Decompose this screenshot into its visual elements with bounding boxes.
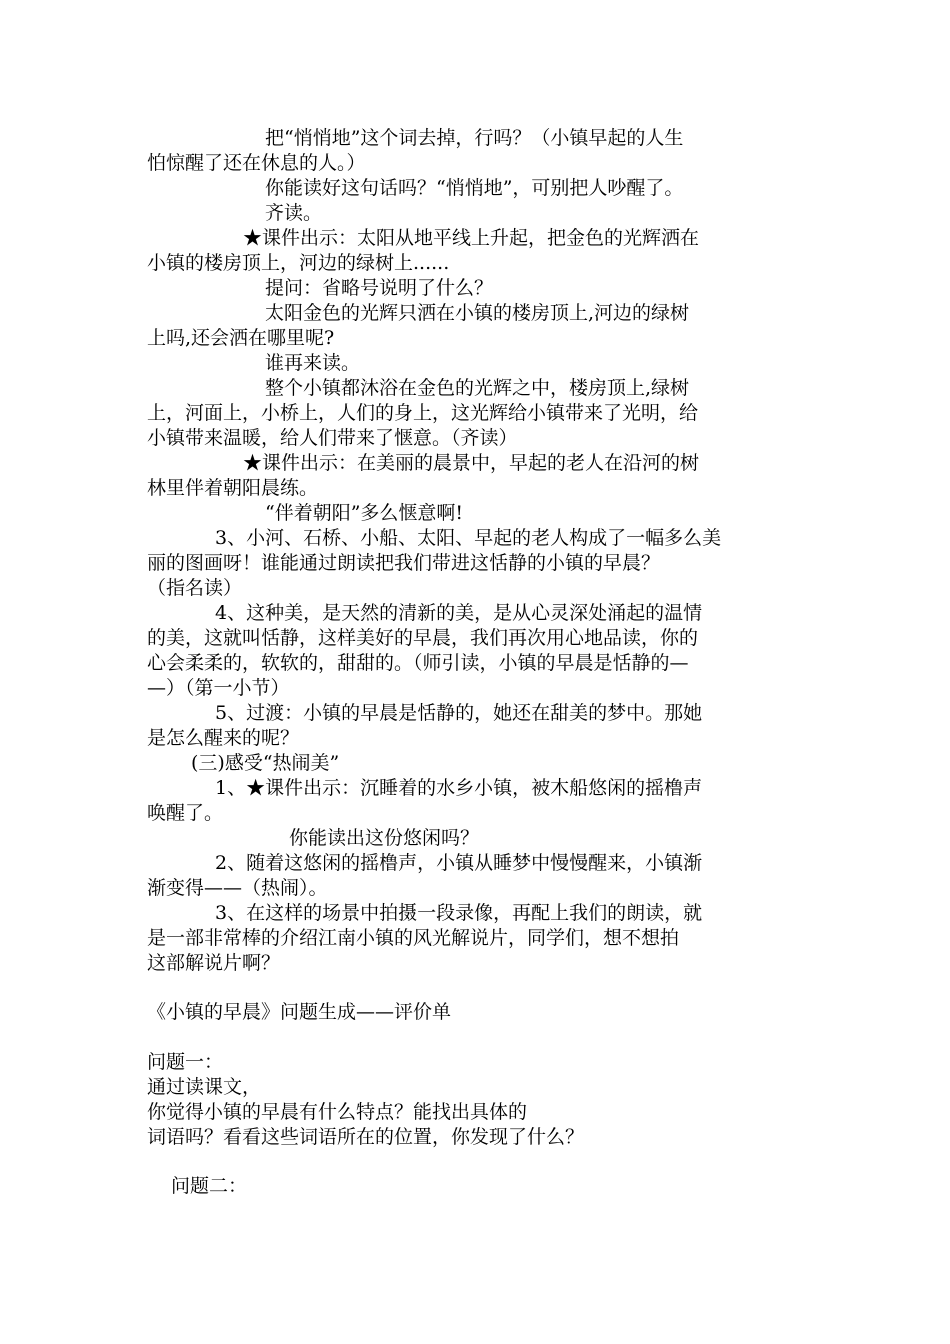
text-line: 你能读好这句话吗？“悄悄地”，可别把人吵醒了。	[265, 177, 684, 199]
text-line: 上吗,还会洒在哪里呢?	[147, 327, 335, 349]
text-line: 太阳金色的光辉只洒在小镇的楼房顶上,河边的绿树	[265, 302, 690, 324]
text-line: —）（第一小节）	[147, 677, 290, 699]
text-line: 词语吗？看看这些词语所在的位置，你发现了什么？	[147, 1126, 585, 1148]
text-line: 2、随着这悠闲的摇橹声，小镇从睡梦中慢慢醒来，小镇渐	[215, 852, 703, 874]
text-line: 丽的图画呀！谁能通过朗读把我们带进这恬静的小镇的早晨？	[147, 552, 661, 574]
text-line: 整个小镇都沐浴在金色的光辉之中，楼房顶上,绿树	[265, 377, 690, 399]
text-line: 提问：省略号说明了什么？	[265, 277, 494, 299]
text-line: 上，河面上，小桥上，人们的身上，这光辉给小镇带来了光明，给	[147, 402, 699, 424]
text-line: 这部解说片啊？	[147, 952, 281, 974]
text-line: 是一部非常棒的介绍江南小镇的风光解说片，同学们，想不想拍	[147, 927, 680, 949]
text-line: 小镇的楼房顶上，河边的绿树上......	[147, 252, 450, 274]
text-line: 4、这种美，是天然的清新的美，是从心灵深处涌起的温情	[215, 602, 703, 624]
text-line: 齐读。	[265, 202, 323, 224]
text-line: 通过读课文，	[147, 1076, 262, 1098]
text-line: 你觉得小镇的早晨有什么特点？能找出具体的	[147, 1101, 528, 1123]
text-line: 把“悄悄地”这个词去掉，行吗？（小镇早起的人生	[265, 127, 684, 149]
text-line: 谁再来读。	[265, 352, 361, 374]
text-line: 林里伴着朝阳晨练。	[147, 477, 319, 499]
text-line: 的美，这就叫恬静，这样美好的早晨，我们再次用心地品读，你的	[147, 627, 699, 649]
text-line: 你能读出这份悠闲吗？	[289, 827, 480, 849]
text-line: 小镇带来温暖，给人们带来了惬意。（齐读）	[147, 427, 518, 449]
question-one-label: 问题一：	[147, 1051, 224, 1073]
question-two-label: 问题二：	[171, 1175, 248, 1197]
text-line: ★课件出示：太阳从地平线上升起，把金色的光辉洒在	[243, 227, 700, 249]
text-line: 3、在这样的场景中拍摄一段录像，再配上我们的朗读，就	[215, 902, 703, 924]
text-line: 3、小河、石桥、小船、太阳、早起的老人构成了一幅多么美	[215, 527, 722, 549]
text-line: ★课件出示：在美丽的晨景中，早起的老人在沿河的树	[243, 452, 700, 474]
text-line: 怕惊醒了还在休息的人。）	[147, 152, 366, 174]
text-line: 1、★课件出示：沉睡着的水乡小镇，被木船悠闲的摇橹声	[215, 777, 703, 799]
text-line: 心会柔柔的，软软的，甜甜的。（师引读，小镇的早晨是恬静的—	[147, 652, 689, 674]
text-line: “伴着朝阳”多么惬意啊!	[265, 502, 464, 524]
section-heading: (三)感受“热闹美”	[191, 752, 340, 774]
text-line: （指名读）	[147, 577, 243, 599]
text-line: 渐变得——（热闹）。	[147, 877, 328, 899]
text-line: 5、过渡：小镇的早晨是恬静的，她还在甜美的梦中。那她	[215, 702, 703, 724]
text-line: 唤醒了。	[147, 802, 224, 824]
worksheet-title: 《小镇的早晨》问题生成——评价单	[147, 1001, 452, 1023]
text-line: 是怎么醒来的呢？	[147, 727, 300, 749]
